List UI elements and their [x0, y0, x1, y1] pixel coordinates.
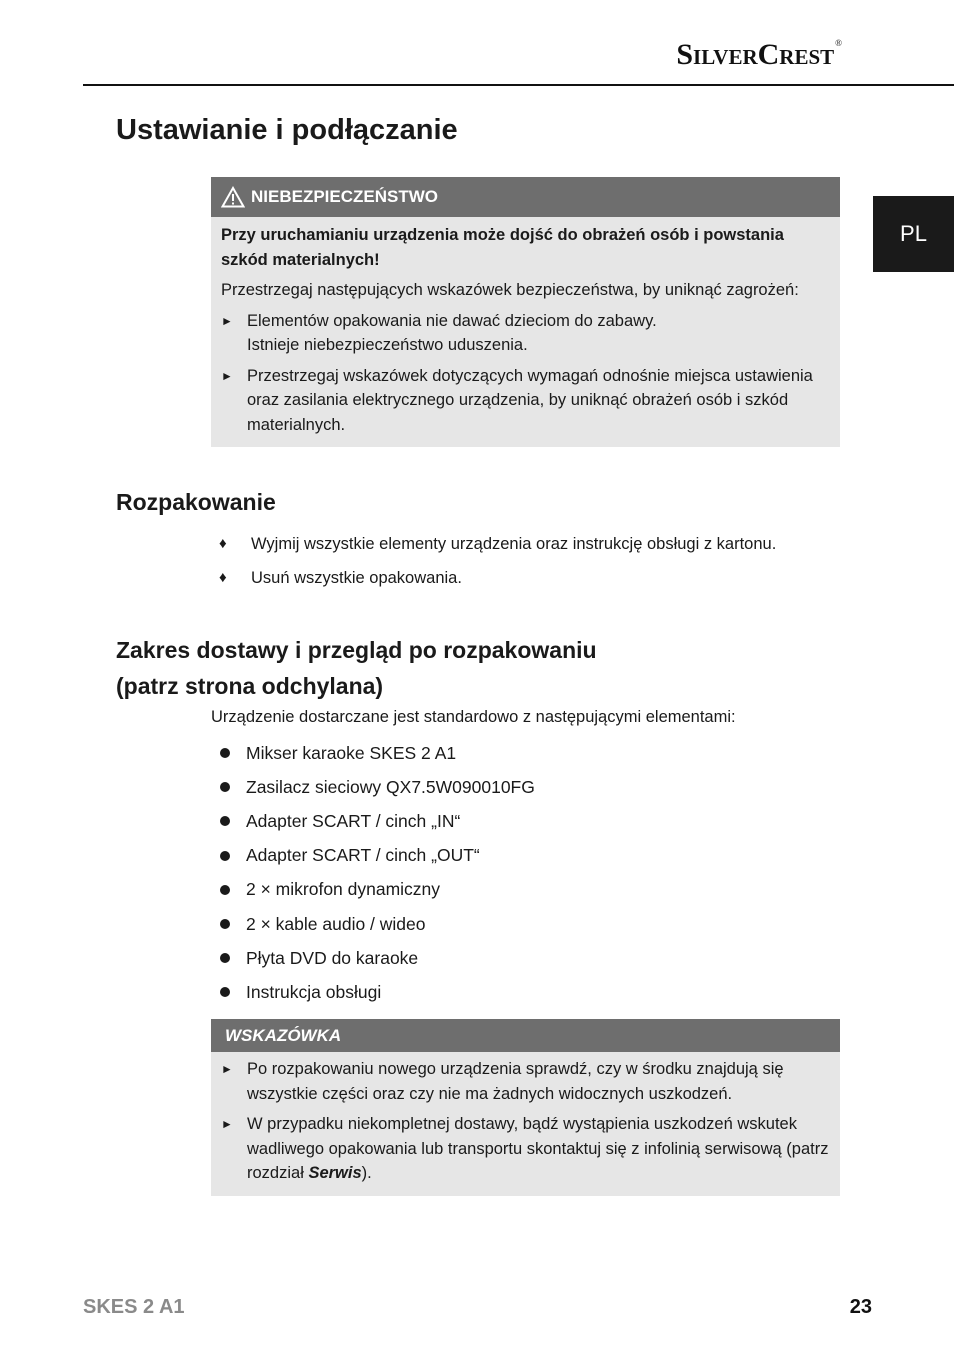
- note-item: [221, 1112, 830, 1186]
- diamond-bullet-icon: ♦: [219, 535, 227, 552]
- list-item-text: 2 × mikrofon dynamiczny: [246, 879, 441, 900]
- arrow-bullet-icon: ►: [221, 368, 233, 383]
- danger-heading: NIEBEZPIECZEŃSTWO: [251, 187, 439, 206]
- list-item-text: 2 × kable audio / wideo: [246, 913, 426, 934]
- delivery-heading-line: (patrz strona odchylana): [116, 673, 384, 699]
- list-item-text: Usuń wszystkie opakowania.: [251, 569, 462, 587]
- dot-bullet-icon: [220, 885, 230, 895]
- list-item-text: Wyjmij wszystkie elementy urządzenia oraz instrukcję obsługi z kartonu.: [251, 535, 777, 553]
- danger-item-text: Przestrzegaj wskazówek dotyczących wymagań odnośnie miejsca ustawienia oraz zasilania elektrycznego urządzenia, by uniknąć obrażeń osób i szkód materialnych.: [247, 366, 813, 434]
- list-item-text: Płyta DVD do karaoke: [246, 947, 419, 968]
- danger-intro: Przestrzegaj następujących wskazówek bezpieczeństwa, by uniknąć zagrożeń:: [221, 281, 799, 299]
- delivery-heading: [116, 632, 597, 704]
- list-item-text: Adapter SCART / cinch „IN“: [246, 810, 461, 831]
- list-item: [210, 941, 830, 975]
- delivery-heading-line: Zakres dostawy i przegląd po rozpakowaniu: [116, 637, 597, 663]
- dot-bullet-icon: [220, 919, 230, 929]
- note-item: [221, 1057, 830, 1106]
- list-item-text: Mikser karaoke SKES 2 A1: [246, 742, 457, 763]
- unpacking-list: [219, 532, 839, 600]
- note-box: [211, 1019, 840, 1196]
- danger-box-header: [211, 177, 840, 217]
- service-reference: Serwis: [308, 1164, 362, 1182]
- language-tab: [873, 196, 954, 272]
- dot-bullet-icon: [220, 748, 230, 758]
- list-item: [210, 736, 830, 770]
- note-text-part: W przypadku niekompletnej dostawy, bądź wystąpienia uszkodzeń wskutek wadliwego opakowania lub transportu skontaktuj się z infolinią serwisową (patrz rozdział: [247, 1115, 829, 1182]
- note-box-header: [211, 1019, 840, 1052]
- list-item: [210, 804, 830, 838]
- danger-item-text: Elementów opakowania nie dawać dzieciom do zabawy.: [247, 311, 657, 330]
- footer-model: SKES 2 A1: [83, 1296, 185, 1318]
- page-title: Ustawianie i podłączanie: [116, 114, 458, 146]
- list-item-text: Adapter SCART / cinch „OUT“: [246, 845, 480, 866]
- list-item: [219, 566, 839, 590]
- note-text-part: ).: [361, 1164, 372, 1182]
- list-item: [210, 975, 830, 1009]
- language-label: PL: [900, 221, 927, 246]
- list-item: [210, 907, 830, 941]
- diamond-bullet-icon: ♦: [219, 569, 227, 586]
- list-item-text: Instrukcja obsługi: [246, 981, 382, 1002]
- dot-bullet-icon: [220, 987, 230, 997]
- danger-box: [211, 177, 840, 447]
- dot-bullet-icon: [220, 816, 230, 826]
- danger-lead: Przy uruchamianiu urządzenia może dojść do obrażeń osób i powstania szkód materialnych!: [221, 226, 784, 269]
- dot-bullet-icon: [220, 782, 230, 792]
- danger-item-text: Istnieje niebezpieczeństwo uduszenia.: [247, 336, 528, 354]
- header-rule: [83, 84, 954, 86]
- unpacking-heading: Rozpakowanie: [116, 489, 276, 515]
- note-item-text: Po rozpakowaniu nowego urządzenia sprawdź, czy w środku znajdują się wszystkie części oraz czy nie ma żadnych widocznych uszkodzeń.: [247, 1060, 784, 1103]
- note-item-text: [247, 1112, 830, 1186]
- list-item: [219, 532, 839, 556]
- list-item: [210, 770, 830, 804]
- delivery-intro: Urządzenie dostarczane jest standardowo z następującymi elementami:: [211, 708, 736, 726]
- brand-name: SilverCrest: [676, 38, 835, 71]
- arrow-bullet-icon: ►: [221, 1062, 233, 1076]
- danger-item: [221, 309, 830, 358]
- arrow-bullet-icon: ►: [221, 1117, 233, 1131]
- delivery-list: [210, 736, 830, 1010]
- note-box-body: [211, 1052, 840, 1196]
- warning-triangle-icon: [221, 186, 245, 208]
- list-item-text: Zasilacz sieciowy QX7.5W090010FG: [246, 776, 535, 797]
- note-heading: WSKAZÓWKA: [225, 1025, 342, 1045]
- arrow-bullet-icon: ►: [221, 313, 233, 328]
- dot-bullet-icon: [220, 851, 230, 861]
- page-number: 23: [849, 1296, 872, 1318]
- danger-box-body: [211, 217, 840, 447]
- registered-mark: ®: [835, 38, 842, 48]
- danger-item: [221, 364, 830, 438]
- dot-bullet-icon: [220, 953, 230, 963]
- list-item: [210, 839, 830, 873]
- brand-logo: [676, 38, 842, 72]
- list-item: [210, 873, 830, 907]
